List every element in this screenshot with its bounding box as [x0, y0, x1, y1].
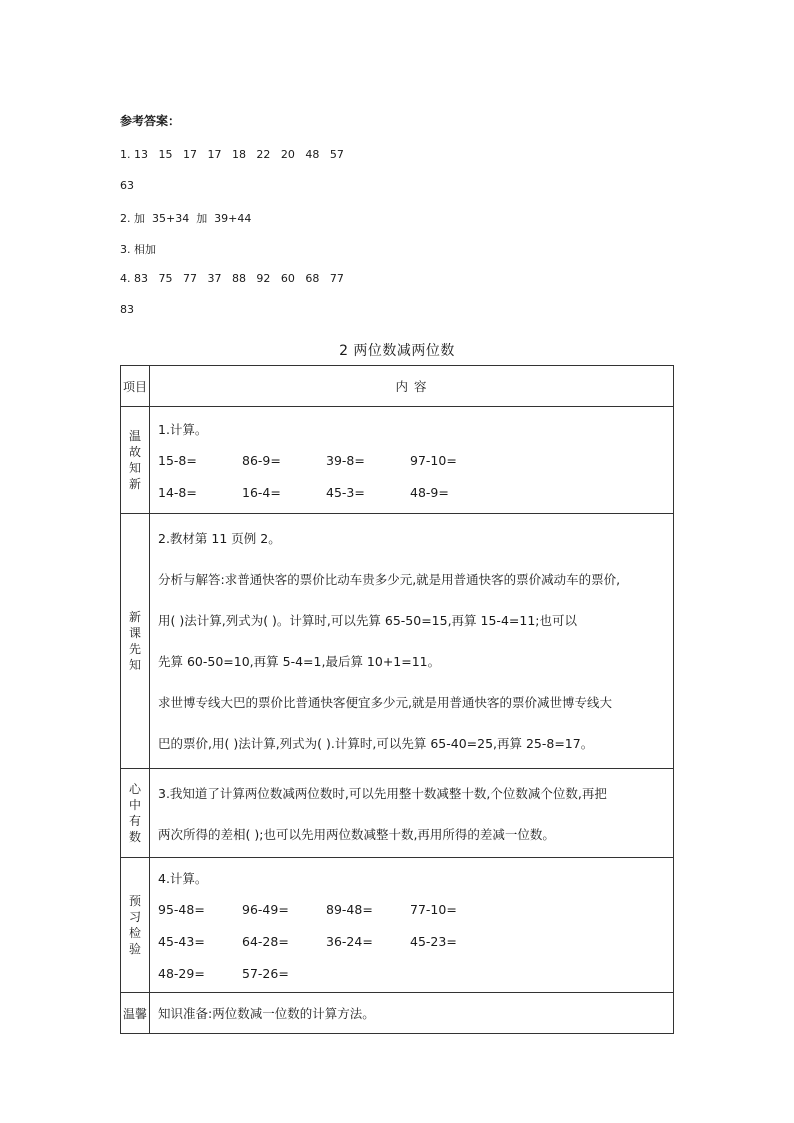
in-mind-row	[121, 769, 674, 858]
problem: 77-10=	[410, 902, 457, 917]
header-item: 项目	[121, 366, 150, 407]
problem: 45-43=	[158, 934, 205, 949]
lesson-table	[120, 365, 674, 1034]
problem-row	[158, 477, 665, 509]
in-mind-label: 心中有数	[128, 782, 141, 844]
review-row	[121, 407, 674, 514]
problem: 96-49=	[242, 902, 289, 917]
review-label: 温故知新	[128, 429, 141, 491]
text-line: 2.教材第 11 页例 2。	[158, 531, 281, 546]
answer-line: 83	[120, 303, 134, 316]
review-task: 1.计算。	[158, 422, 208, 437]
in-mind-content	[150, 769, 674, 858]
text-line: 巴的票价,用( )法计算,列式为( ).计算时,可以先算 65-40=25,再算 25-8=17。	[158, 736, 594, 751]
problem: 95-48=	[158, 902, 205, 917]
problem: 45-23=	[410, 934, 457, 949]
problem: 36-24=	[326, 934, 373, 949]
problem: 45-3=	[326, 485, 365, 500]
problem: 97-10=	[410, 453, 457, 468]
problem-row	[158, 926, 665, 958]
problem: 48-9=	[410, 485, 449, 500]
text-line: 两次所得的差相( );也可以先用两位数减整十数,再用所得的差减一位数。	[158, 827, 555, 842]
check-task: 4.计算。	[158, 871, 208, 886]
problem-row	[158, 445, 665, 477]
text-line: 分析与解答:求普通快客的票价比动车贵多少元,就是用普通快客的票价减动车的票价,	[158, 572, 621, 587]
problem: 39-8=	[326, 453, 365, 468]
problem-row	[158, 894, 665, 926]
check-row	[121, 858, 674, 993]
problem: 48-29=	[158, 966, 205, 981]
check-label: 预习检验	[128, 894, 141, 956]
check-content	[150, 858, 674, 993]
answer-line: 2. 加 35+34 加 39+44	[120, 212, 252, 225]
preview-lesson-label: 新课先知	[128, 610, 141, 672]
text-line: 求世博专线大巴的票价比普通快客便宜多少元,就是用普通快客的票价减世博专线大	[158, 695, 612, 710]
answer-line: 4. 83 75 77 37 88 92 60 68 77	[120, 272, 344, 285]
answer-line: 3. 相加	[120, 243, 156, 256]
tip-text: 知识准备:两位数减一位数的计算方法。	[158, 1006, 375, 1021]
tip-content	[150, 993, 674, 1034]
preview-lesson-content	[150, 514, 674, 769]
answers-heading: 参考答案：	[120, 114, 181, 128]
text-line: 用( )法计算,列式为( )。计算时,可以先算 65-50=15,再算 15-4=11;也可以	[158, 613, 577, 628]
problem: 14-8=	[158, 485, 197, 500]
section-title: 2 两位数减两位数	[339, 343, 455, 359]
text-line: 先算 60-50=10,再算 5-4=1,最后算 10+1=11。	[158, 654, 441, 669]
preview-lesson-row	[121, 514, 674, 769]
answer-line: 1. 13 15 17 17 18 22 20 48 57	[120, 148, 344, 161]
text-line: 3.我知道了计算两位数减两位数时,可以先用整十数减整十数,个位数减个位数,再把	[158, 786, 607, 801]
answer-line: 63	[120, 179, 134, 192]
table-header-row	[121, 366, 674, 407]
problem: 64-28=	[242, 934, 289, 949]
problem: 86-9=	[242, 453, 281, 468]
tip-label: 温馨	[122, 1006, 147, 1021]
header-content: 内 容	[150, 366, 674, 407]
problem: 16-4=	[242, 485, 281, 500]
problem: 15-8=	[158, 453, 197, 468]
tip-row	[121, 993, 674, 1034]
problem: 89-48=	[326, 902, 373, 917]
review-content	[150, 407, 674, 514]
problem-row	[158, 958, 665, 990]
problem: 57-26=	[242, 966, 289, 981]
